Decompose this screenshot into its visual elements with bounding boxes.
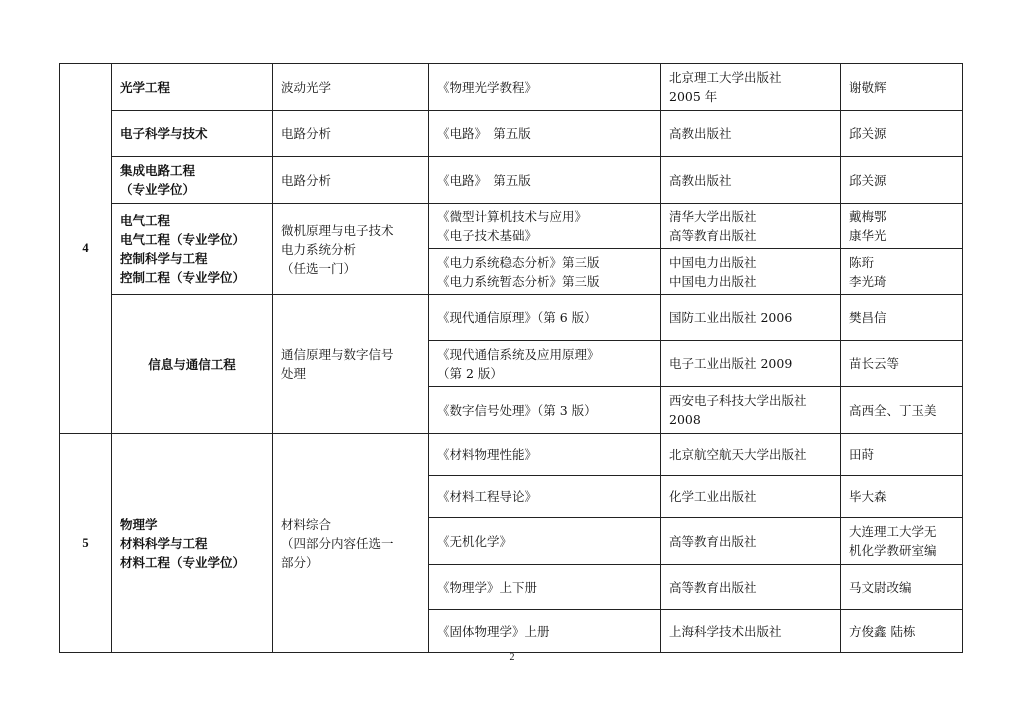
publisher-cell bbox=[661, 341, 841, 387]
cell-line: 《物理学》上下册 bbox=[437, 579, 538, 595]
cell-line: 微机原理与电子技术 bbox=[281, 222, 394, 238]
cell-line: 高等教育出版社 bbox=[669, 533, 757, 549]
cell-line: 大连理工大学无 bbox=[849, 524, 937, 539]
author-cell bbox=[841, 204, 963, 249]
author-cell bbox=[841, 518, 963, 565]
author-cell bbox=[841, 476, 963, 518]
book-cell bbox=[429, 518, 661, 565]
cell-line: 邱关源 bbox=[849, 172, 887, 188]
cell-line: 康华光 bbox=[849, 228, 887, 243]
cell-line: 高教出版社 bbox=[669, 172, 732, 188]
cell-line: 《电力系统暂态分析》第三版 bbox=[437, 273, 600, 289]
cell-line: 处理 bbox=[281, 366, 307, 381]
subject-cell bbox=[273, 64, 429, 111]
cell-line: 李光琦 bbox=[849, 273, 887, 289]
cell-line: 2005 年 bbox=[669, 89, 718, 104]
exam-reference-table bbox=[59, 63, 963, 653]
publisher-cell bbox=[661, 64, 841, 111]
publisher-cell bbox=[661, 610, 841, 653]
cell-line: 樊昌信 bbox=[849, 310, 887, 325]
cell-line: 高教出版社 bbox=[669, 126, 732, 141]
cell-line: 高等教育出版社 bbox=[669, 228, 757, 243]
cell-line: 《材料工程导论》 bbox=[437, 489, 538, 504]
publisher-cell bbox=[661, 476, 841, 518]
book-cell bbox=[429, 341, 661, 387]
cell-line: 清华大学出版社 bbox=[669, 209, 757, 224]
cell-line: 电气工程 bbox=[120, 213, 171, 228]
cell-line: 戴梅鄂 bbox=[849, 209, 887, 224]
cell-line: 马文尉改编 bbox=[849, 579, 912, 595]
table-row bbox=[60, 434, 963, 476]
author-cell bbox=[841, 64, 963, 111]
author-cell bbox=[841, 387, 963, 434]
cell-line: 田莳 bbox=[849, 447, 875, 462]
group-number: 4 bbox=[60, 64, 112, 434]
cell-line: 波动光学 bbox=[281, 79, 332, 95]
author-cell bbox=[841, 610, 963, 653]
cell-line: 《现代通信系统及应用原理》 bbox=[437, 346, 600, 362]
cell-line: （第 2 版） bbox=[437, 365, 503, 381]
cell-line: 电子工业出版社 2009 bbox=[669, 356, 793, 371]
table-row bbox=[60, 295, 963, 341]
publisher-cell bbox=[661, 518, 841, 565]
cell-line: 集成电路工程 bbox=[120, 163, 196, 178]
cell-line: 电子科学与技术 bbox=[120, 126, 208, 141]
cell-line: 化学工业出版社 bbox=[669, 489, 757, 504]
cell-line: 通信原理与数字信号 bbox=[281, 347, 394, 362]
table-row bbox=[60, 157, 963, 204]
book-cell bbox=[429, 111, 661, 157]
author-cell bbox=[841, 111, 963, 157]
cell-line: 《现代通信原理》（第 6 版） bbox=[437, 310, 597, 325]
subject-cell bbox=[273, 111, 429, 157]
cell-line: 北京理工大学出版社 bbox=[669, 70, 782, 85]
publisher-cell bbox=[661, 204, 841, 249]
cell-line: 陈珩 bbox=[849, 254, 875, 270]
cell-line: 西安电子科技大学出版社 bbox=[669, 393, 807, 408]
page-number: 2 bbox=[509, 652, 515, 663]
major-cell bbox=[112, 64, 273, 111]
book-cell bbox=[429, 434, 661, 476]
cell-line: 控制工程（专业学位） bbox=[120, 270, 246, 285]
cell-line: 高等教育出版社 bbox=[669, 579, 757, 595]
author-cell bbox=[841, 434, 963, 476]
cell-line: 高西全、丁玉美 bbox=[849, 402, 937, 418]
cell-line: 苗长云等 bbox=[849, 356, 900, 371]
cell-line: 谢敬辉 bbox=[849, 79, 887, 95]
group-number: 5 bbox=[60, 434, 112, 653]
author-cell bbox=[841, 565, 963, 610]
major-cell bbox=[112, 295, 273, 434]
cell-line: 《电子技术基础》 bbox=[437, 228, 538, 243]
cell-line: 中国电力出版社 bbox=[669, 273, 757, 289]
cell-line: 物理学 bbox=[120, 516, 158, 532]
book-cell bbox=[429, 476, 661, 518]
cell-line: 《物理光学教程》 bbox=[437, 79, 538, 95]
cell-line: 控制科学与工程 bbox=[120, 251, 208, 266]
cell-line: （四部分内容任选一 bbox=[281, 535, 394, 551]
cell-line: （专业学位） bbox=[120, 182, 196, 197]
cell-line: 2008 bbox=[669, 412, 701, 427]
cell-line: 毕大森 bbox=[849, 489, 887, 504]
table-row bbox=[60, 64, 963, 111]
book-cell bbox=[429, 295, 661, 341]
cell-line: 方俊鑫 陆栋 bbox=[849, 623, 916, 639]
major-cell bbox=[112, 434, 273, 653]
cell-line: 机化学教研室编 bbox=[849, 543, 937, 558]
book-cell bbox=[429, 565, 661, 610]
cell-line: 《数字信号处理》（第 3 版） bbox=[437, 402, 597, 418]
major-cell bbox=[112, 204, 273, 295]
cell-line: 《微型计算机技术与应用》 bbox=[437, 209, 588, 224]
author-cell bbox=[841, 249, 963, 295]
book-cell bbox=[429, 64, 661, 111]
book-cell bbox=[429, 610, 661, 653]
cell-line: 《无机化学》 bbox=[437, 533, 513, 549]
cell-line: 《材料物理性能》 bbox=[437, 447, 538, 462]
cell-line: 《固体物理学》上册 bbox=[437, 623, 550, 639]
cell-line: 电力系统分析 bbox=[281, 241, 357, 257]
cell-line: 国防工业出版社 2006 bbox=[669, 310, 793, 325]
cell-line: 材料科学与工程 bbox=[120, 535, 208, 551]
cell-line: 材料工程（专业学位） bbox=[120, 554, 246, 570]
publisher-cell bbox=[661, 249, 841, 295]
cell-line: 邱关源 bbox=[849, 126, 887, 141]
cell-line: 中国电力出版社 bbox=[669, 254, 757, 270]
cell-line: 电路分析 bbox=[281, 126, 332, 141]
cell-line: 部分） bbox=[281, 554, 319, 570]
publisher-cell bbox=[661, 434, 841, 476]
publisher-cell bbox=[661, 157, 841, 204]
publisher-cell bbox=[661, 387, 841, 434]
author-cell bbox=[841, 295, 963, 341]
cell-line: 北京航空航天大学出版社 bbox=[669, 447, 807, 462]
major-cell bbox=[112, 157, 273, 204]
author-cell bbox=[841, 157, 963, 204]
publisher-cell bbox=[661, 111, 841, 157]
cell-line: 上海科学技术出版社 bbox=[669, 623, 782, 639]
cell-line: 《电力系统稳态分析》第三版 bbox=[437, 254, 600, 270]
publisher-cell bbox=[661, 565, 841, 610]
cell-line: 电路分析 bbox=[281, 172, 332, 188]
publisher-cell bbox=[661, 295, 841, 341]
table-row bbox=[60, 111, 963, 157]
cell-line: 电气工程（专业学位） bbox=[120, 232, 246, 247]
book-cell bbox=[429, 387, 661, 434]
subject-cell bbox=[273, 157, 429, 204]
cell-line: 光学工程 bbox=[120, 79, 171, 95]
cell-line: 《电路》 第五版 bbox=[437, 172, 531, 188]
subject-cell bbox=[273, 295, 429, 434]
author-cell bbox=[841, 341, 963, 387]
book-cell bbox=[429, 204, 661, 249]
major-cell bbox=[112, 111, 273, 157]
cell-line: （任选一门） bbox=[281, 260, 357, 276]
cell-line: 材料综合 bbox=[281, 516, 332, 532]
book-cell bbox=[429, 157, 661, 204]
book-cell bbox=[429, 249, 661, 295]
cell-line: 信息与通信工程 bbox=[148, 356, 236, 372]
subject-cell bbox=[273, 204, 429, 295]
subject-cell bbox=[273, 434, 429, 653]
cell-line: 《电路》 第五版 bbox=[437, 126, 531, 141]
table-row bbox=[60, 204, 963, 249]
